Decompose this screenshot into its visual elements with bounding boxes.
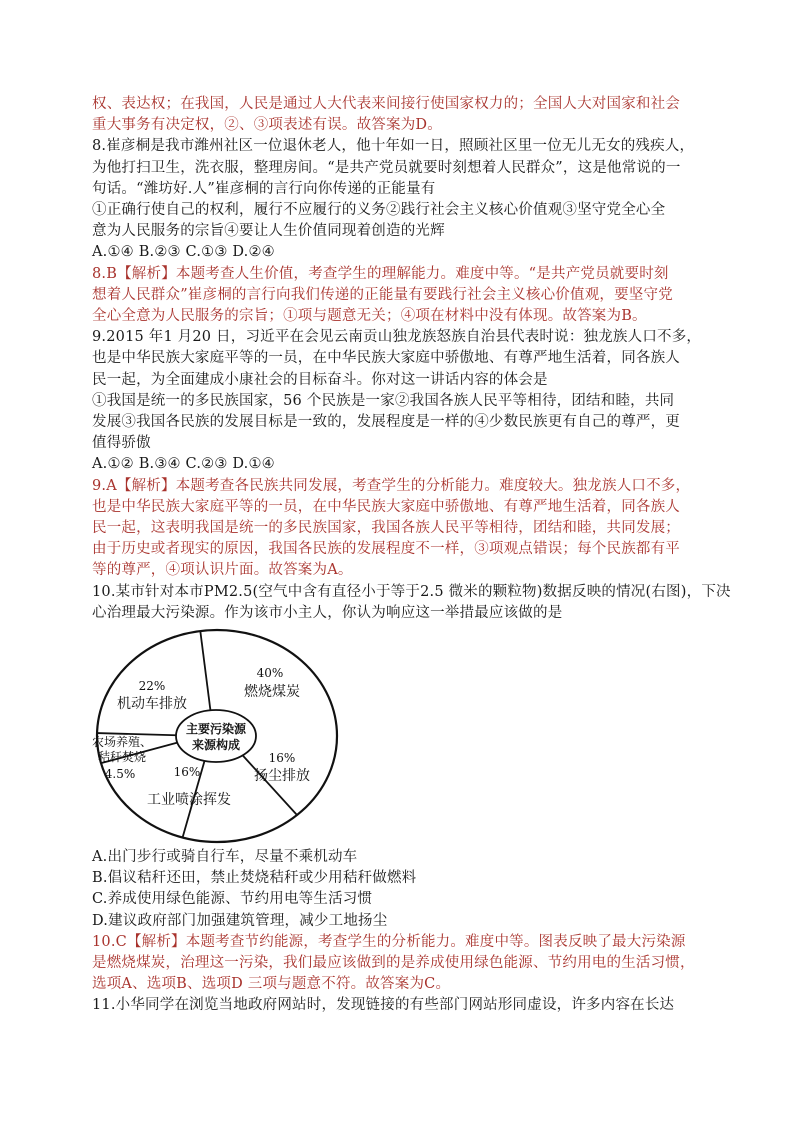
- pie-center-circle: [176, 710, 256, 762]
- text-line: 重大事务有决定权，②、③项表述有误。故答案为D。: [92, 117, 442, 134]
- text-line: 8.B【解析】本题考查人生价值，考查学生的理解能力。难度中等。“是共产党员就要时刻: [92, 265, 669, 282]
- text-line: 9.A【解析】本题考查各民族共同发展，考查学生的分析能力。难度较大。独龙族人口不多，: [92, 477, 691, 494]
- slice-coal-percent: 40%: [256, 666, 284, 680]
- slice-farm-label-line1: 农场养殖、: [92, 735, 153, 749]
- pie-center-label-line2: 来源构成: [191, 738, 241, 752]
- text-line: 8.崔彦桐是我市潍州社区一位退休老人，他十年如一日，照顾社区里一位无儿无女的残疾人，: [92, 138, 695, 155]
- slice-farm-label-line2: 秸秆焚烧: [97, 750, 147, 764]
- pie-chart-svg: [92, 624, 342, 846]
- text-line: 想着人民群众”崔彦桐的言行向我们传递的正能量有要践行社会主义核心价值观，要坚守党: [92, 286, 673, 303]
- text-line: 也是中华民族大家庭平等的一员，在中华民族大家庭中骄傲地、有尊严地生活着，同各族人: [92, 350, 680, 367]
- text-line: 10.某市针对本市PM2.5(空气中含有直径小于等于2.5 微米的颗粒物)数据反映的情况(右图)，下决: [92, 583, 731, 600]
- text-line: 发展③我国各民族的发展目标是一致的，发展程度是一样的④少数民族更有自己的尊严，更: [92, 414, 680, 430]
- text-line: A.出门步行或骑自行车，尽量不乘机动车: [92, 849, 358, 865]
- text-line: 由于历史或者现实的原因，我国各民族的发展程度不一样，③项观点错误；每个民族都有平: [92, 541, 680, 558]
- text-line: A.①② B.③④ C.②③ D.①④: [92, 456, 275, 473]
- slice-dust-label: 扬尘排放: [254, 768, 310, 784]
- slice-dust-percent: 16%: [268, 751, 296, 765]
- text-line: 是燃烧煤炭，治理这一污染，我们最应该做到的是养成使用绿色能源、节约用电的生活习惯，: [92, 955, 695, 971]
- text-line: 等的尊严，④项认识片面。故答案为A。: [92, 562, 353, 579]
- text-line: 全心全意为人民服务的宗旨；①项与题意无关；④项在材料中没有体现。故答案为B。: [92, 308, 647, 324]
- text-line: ①我国是统一的多民族国家，56 个民族是一家②我国各族人民平等相待，团结和睦，共同: [92, 392, 675, 409]
- text-line: A.①④ B.②③ C.①③ D.②④: [92, 244, 275, 261]
- text-line: 9.2015 年1 月20 日，习近平在会见云南贡山独龙族怒族自治县代表时说：独龙族人口不多，: [92, 329, 702, 346]
- text-line: 意为人民服务的宗旨④要让人生价值同现着创造的光辉: [92, 223, 445, 240]
- slice-industry-percent: 16%: [173, 765, 201, 779]
- text-line: 10.C【解析】本题考查节约能源，考查学生的分析能力。难度中等。图表反映了最大污染源: [92, 933, 686, 950]
- text-line: 11.小华同学在浏览当地政府网站时，发现链接的有些部门网站形同虚设，许多内容在长达: [92, 997, 675, 1014]
- text-line: C.养成使用绿色能源、节约用电等生活习惯: [92, 891, 373, 908]
- text-line: 民一起，这表明我国是统一的多民族国家，我国各族人民平等相待，团结和睦，共同发展；: [92, 520, 680, 536]
- text-line: 选项A、选项B、选项D 三项与题意不符。故答案为C。: [92, 976, 451, 993]
- slice-industry-label: 工业喷涂挥发: [147, 792, 231, 808]
- pie-center-label-line1: 主要污染源: [185, 722, 247, 736]
- text-line: 值得骄傲: [92, 435, 151, 452]
- slice-vehicle-label: 机动车排放: [117, 696, 187, 712]
- slice-vehicle-percent: 22%: [138, 679, 166, 693]
- text-line: B.倡议秸秆还田，禁止焚烧秸秆或少用秸秆做燃料: [92, 870, 417, 887]
- text-line: 也是中华民族大家庭平等的一员，在中华民族大家庭中骄傲地、有尊严地生活着，同各族人: [92, 498, 680, 515]
- text-line: 民一起，为全面建成小康社会的目标奋斗。你对这一讲话内容的体会是: [92, 371, 548, 388]
- pollution-pie-chart: [92, 624, 342, 846]
- text-line: 权、表达权；在我国，人民是通过人大代表来间接行使国家权力的；全国人大对国家和社会: [92, 96, 680, 112]
- text-line: 心治理最大污染源。作为该市小主人，你认为响应这一举措最应该做的是: [92, 604, 563, 621]
- slice-coal-label: 燃烧煤炭: [244, 684, 300, 700]
- text-line: D.建议政府部门加强建筑管理，减少工地扬尘: [92, 912, 388, 929]
- text-line: ①正确行使自己的权利，履行不应履行的义务②践行社会主义核心价值观③坚守党全心全: [92, 202, 666, 218]
- text-line: 句话。“潍坊好.人”崔彦桐的言行向你传递的正能量有: [92, 180, 436, 197]
- text-line: 为他打扫卫生，洗衣服，整理房间。“是共产党员就要时刻想着人民群众”，这是他常说的一: [92, 159, 681, 176]
- slice-farm-percent: 4.5%: [104, 767, 136, 781]
